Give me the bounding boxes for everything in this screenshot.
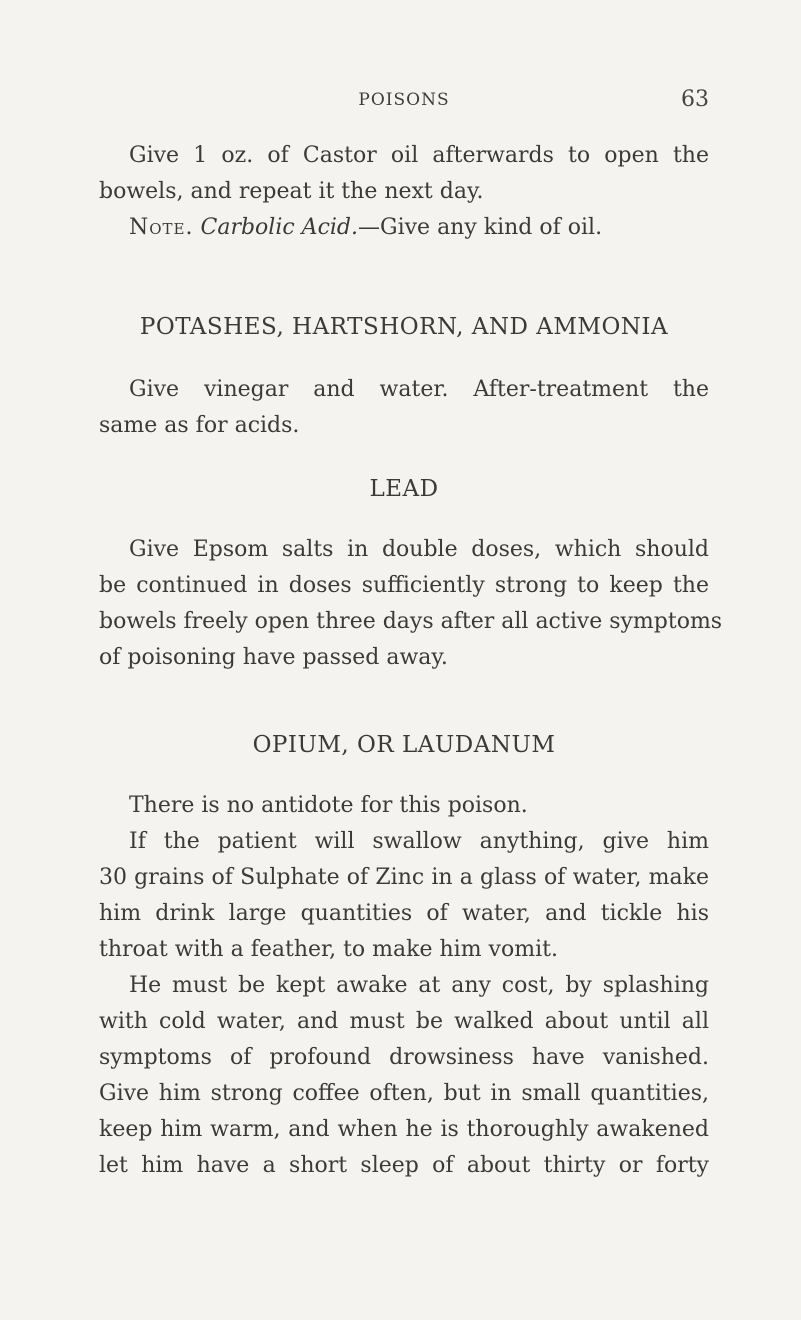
note-line [99, 210, 709, 246]
text-line: same as for acids. [99, 413, 300, 438]
text-line: let him have a short sleep of about thirty or forty [99, 1153, 709, 1178]
text-line: with cold water, and must be walked about until all [99, 1009, 709, 1034]
text-line: throat with a feather, to make him vomit. [99, 937, 558, 962]
text-line: Give vinegar and water. After-treatment the [129, 377, 709, 402]
potashes-paragraph [99, 372, 709, 444]
text-line: keep him warm, and when he is thoroughly awakened [99, 1117, 709, 1142]
text-line: Give Epsom salts in double doses, which should [129, 537, 709, 562]
running-title: POISONS [358, 90, 450, 110]
heading-opium: OPIUM, OR LAUDANUM [252, 732, 556, 758]
opium-paragraphs [99, 788, 709, 1184]
note-label: Note. [129, 215, 194, 240]
text-line: There is no antidote for this poison. [129, 793, 528, 818]
text-line: symptoms of profound drowsiness have vanished. [99, 1045, 709, 1070]
text-line: bowels freely open three days after all active symptoms [99, 609, 723, 634]
note-italic-term: Carbolic Acid. [200, 215, 359, 240]
heading-potashes: POTASHES, HARTSHORN, AND AMMONIA [139, 314, 669, 340]
text-line: be continued in doses sufficiently strong to keep the [99, 573, 709, 598]
text-line: 30 grains of Sulphate of Zinc in a glass of water, make [99, 865, 709, 890]
castor-oil-paragraph [99, 138, 709, 246]
note-text: —Give any kind of oil. [358, 215, 603, 240]
text-line: He must be kept awake at any cost, by splashing [129, 973, 709, 998]
text-line: Give 1 oz. of Castor oil afterwards to open the [129, 143, 709, 168]
lead-paragraph [99, 532, 723, 676]
page-number: 63 [681, 87, 709, 112]
text-line: Give him strong coffee often, but in small quantities, [99, 1081, 709, 1106]
heading-lead: LEAD [369, 476, 439, 502]
running-head [99, 87, 709, 114]
text-line: If the patient will swallow anything, give him [129, 829, 709, 854]
text-line: of poisoning have passed away. [99, 645, 448, 670]
text-line: him drink large quantities of water, and tickle his [99, 901, 709, 926]
text-line: bowels, and repeat it the next day. [99, 179, 484, 204]
